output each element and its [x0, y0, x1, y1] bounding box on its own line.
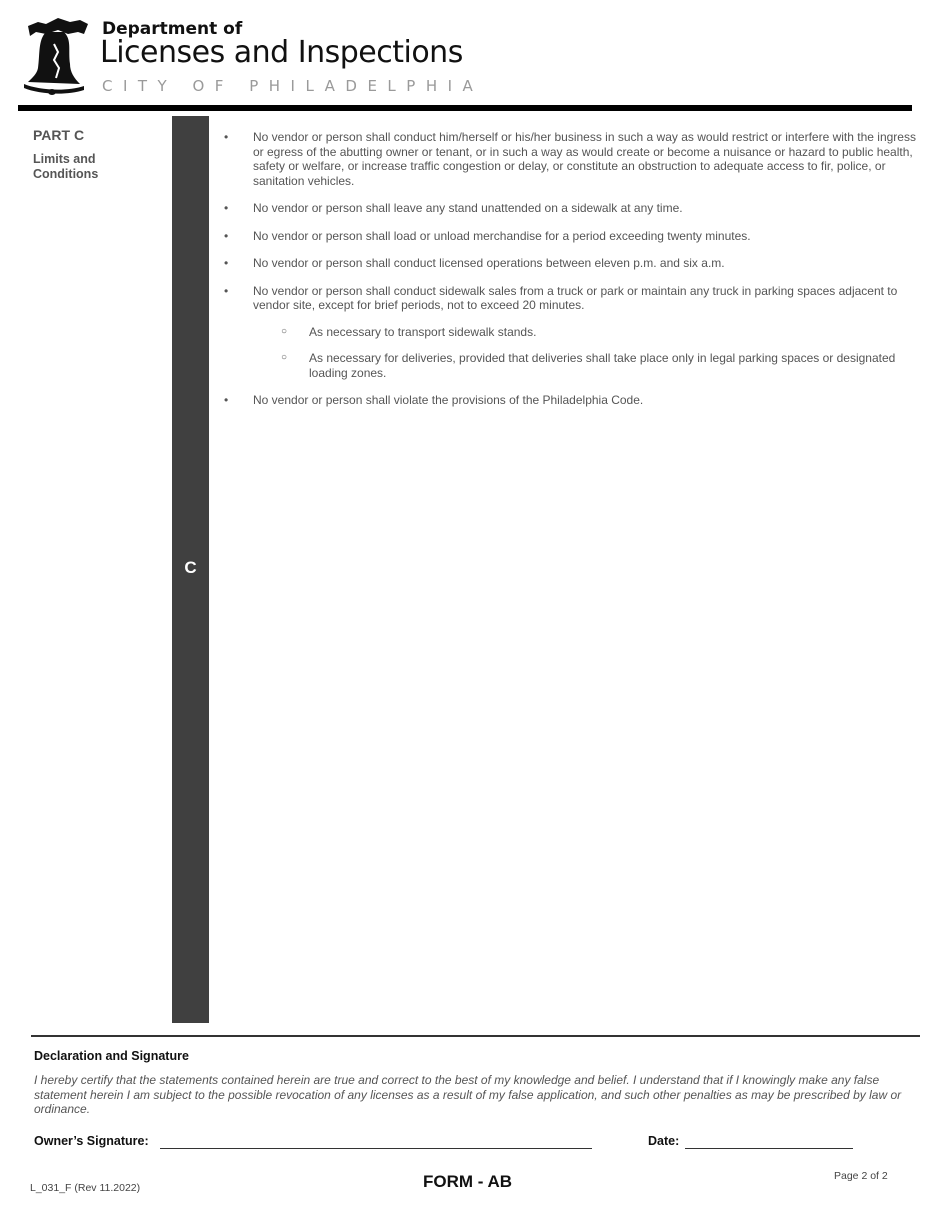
bullet-icon: • — [224, 256, 229, 270]
condition-text: No vendor or person shall load or unload merchandise for a period exceeding twenty minutes. — [253, 228, 751, 243]
page-number: Page 2 of 2 — [834, 1170, 888, 1182]
bullet-icon: • — [224, 393, 229, 407]
city-name: CITY OF PHILADELPHIA — [102, 77, 484, 95]
sub-list-item — [253, 351, 922, 380]
liberty-bell-icon — [18, 10, 98, 96]
list-item — [222, 130, 922, 188]
section-side-bar — [172, 116, 209, 1023]
list-item — [222, 201, 922, 216]
circle-bullet-icon: ○ — [281, 352, 288, 363]
bullet-icon: • — [224, 283, 229, 298]
bullet-icon: • — [224, 130, 229, 144]
part-label: PART C — [33, 127, 85, 143]
header-divider — [18, 105, 912, 111]
owner-signature-label: Owner’s Signature: — [34, 1134, 149, 1148]
declaration-text: I hereby certify that the statements contained herein are true and correct to the best of my knowledge and belief. I understand that if I knowingly make any false statement herein I am subject to the possible revocation of any licenses as a result of my false application, and such other penalties as may be prescribed by law or ordinance. — [34, 1073, 902, 1116]
declaration-divider — [31, 1035, 920, 1037]
page-header — [0, 0, 950, 112]
conditions-list — [222, 130, 922, 421]
condition-text: No vendor or person shall conduct sidewalk sales from a truck or park or maintain any truck in parking spaces adjacent to vendor site, except for brief periods, not to exceed 20 minutes. — [253, 283, 898, 312]
list-item — [222, 256, 922, 271]
circle-bullet-icon: ○ — [281, 325, 288, 337]
department-of-text: Department of — [102, 19, 243, 39]
part-title: Limits and Conditions — [33, 152, 99, 181]
list-item — [222, 229, 922, 244]
declaration-title: Declaration and Signature — [34, 1049, 189, 1063]
sub-conditions-list — [253, 325, 922, 381]
condition-text: No vendor or person shall conduct licensed operations between eleven p.m. and six a.m. — [253, 256, 725, 270]
date-label: Date: — [648, 1134, 680, 1148]
condition-text: No vendor or person shall leave any stand unattended on a sidewalk at any time. — [253, 201, 683, 215]
section-letter: C — [184, 558, 197, 577]
signature-row — [34, 1134, 920, 1154]
form-code: L_031_F (Rev 11.2022) — [30, 1182, 141, 1194]
date-field[interactable] — [685, 1148, 853, 1149]
list-item — [222, 393, 922, 408]
sub-condition-text: As necessary to transport sidewalk stands. — [309, 324, 537, 339]
form-name: FORM - AB — [423, 1172, 513, 1191]
list-item — [222, 284, 922, 381]
owner-signature-field[interactable] — [160, 1148, 592, 1149]
bullet-icon: • — [224, 201, 229, 215]
condition-text: No vendor or person shall conduct him/herself or his/her business in such a way as would restrict or interfere with the ingress or egress of the abutting owner or tenant, or in such a way as would create or become a nuisance or hazard to public health, safety or welfare, or increase traffic congestion or delay, or constitute an obstruction to adequate access to fir, police, or sanitation vehicles. — [253, 130, 916, 188]
sub-condition-text: As necessary for deliveries, provided that deliveries shall take place only in legal parking spaces or designated loading zones. — [309, 351, 896, 380]
department-title: Licenses and Inspections — [100, 35, 463, 70]
sub-list-item — [253, 325, 922, 340]
bullet-icon: • — [224, 228, 229, 243]
condition-text: No vendor or person shall violate the provisions of the Philadelphia Code. — [253, 393, 644, 407]
